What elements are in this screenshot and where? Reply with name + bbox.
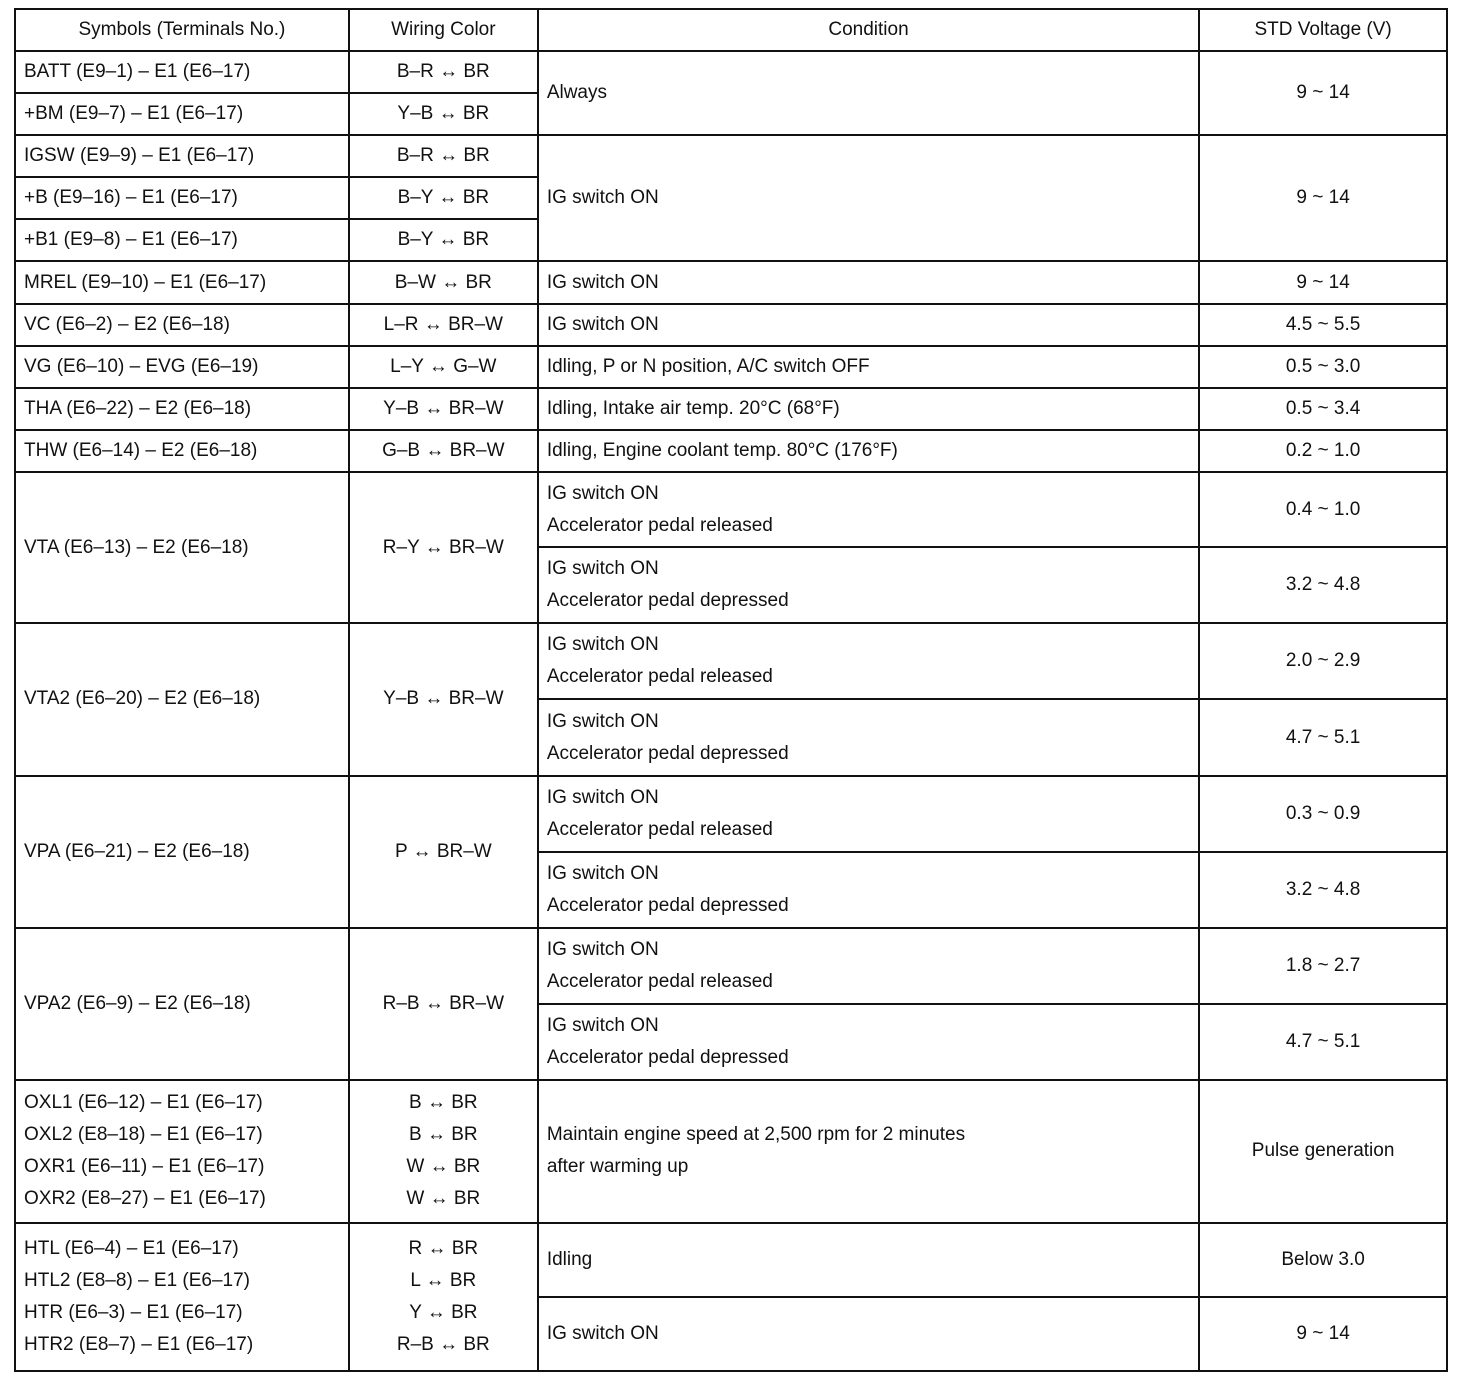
- wiring-cell: B–W ↔ BR: [349, 261, 538, 303]
- condition-cell: [538, 623, 1199, 699]
- wiring-cell: G–B ↔ BR–W: [349, 430, 538, 472]
- symbol-cell: BATT (E9–1) – E1 (E6–17): [15, 51, 349, 93]
- condition-line: Accelerator pedal released: [546, 514, 773, 536]
- symbol-line: HTR2 (E8–7) – E1 (E6–17): [24, 1333, 254, 1355]
- voltage-cell: 0.3 ~ 0.9: [1199, 776, 1447, 852]
- voltage-cell: Pulse generation: [1199, 1080, 1447, 1222]
- symbol-line: HTR (E6–3) – E1 (E6–17): [24, 1301, 243, 1323]
- symbol-cell: THW (E6–14) – E2 (E6–18): [15, 430, 349, 472]
- table-row: [15, 472, 1447, 547]
- terminal-voltage-table: [14, 8, 1448, 1372]
- wiring-cell: Y–B ↔ BR–W: [349, 388, 538, 430]
- wiring-cell: L–R ↔ BR–W: [349, 304, 538, 346]
- symbol-cell: THA (E6–22) – E2 (E6–18): [15, 388, 349, 430]
- voltage-cell: 3.2 ~ 4.8: [1199, 852, 1447, 928]
- wiring-cell: [349, 1223, 538, 1371]
- wiring-cell: [349, 1080, 538, 1222]
- symbol-line: OXR1 (E6–11) – E1 (E6–17): [24, 1156, 265, 1178]
- symbol-cell: +BM (E9–7) – E1 (E6–17): [15, 93, 349, 135]
- condition-line: IG switch ON: [546, 634, 659, 656]
- condition-cell: Idling, Engine coolant temp. 80°C (176°F): [538, 430, 1199, 472]
- table-row: [15, 928, 1447, 1004]
- voltage-cell: 0.5 ~ 3.0: [1199, 346, 1447, 388]
- table-row: [15, 388, 1447, 430]
- condition-cell: [538, 776, 1199, 852]
- voltage-cell: 4.7 ~ 5.1: [1199, 699, 1447, 775]
- symbol-line: OXL1 (E6–12) – E1 (E6–17): [24, 1092, 263, 1114]
- condition-line: Accelerator pedal released: [546, 971, 773, 993]
- table-row: [15, 430, 1447, 472]
- voltage-cell: Below 3.0: [1199, 1223, 1447, 1297]
- voltage-cell: 4.5 ~ 5.5: [1199, 304, 1447, 346]
- condition-cell: [538, 547, 1199, 623]
- condition-cell: IG switch ON: [538, 304, 1199, 346]
- symbol-cell: IGSW (E9–9) – E1 (E6–17): [15, 135, 349, 177]
- wiring-line: W ↔ BR: [406, 1188, 481, 1210]
- condition-line: Maintain engine speed at 2,500 rpm for 2 minutes: [546, 1124, 966, 1146]
- table-row: [15, 261, 1447, 303]
- voltage-cell: 0.2 ~ 1.0: [1199, 430, 1447, 472]
- condition-line: Accelerator pedal depressed: [546, 1047, 789, 1069]
- symbol-cell: +B1 (E9–8) – E1 (E6–17): [15, 219, 349, 261]
- condition-cell: IG switch ON: [538, 1297, 1199, 1371]
- voltage-cell: 9 ~ 14: [1199, 261, 1447, 303]
- condition-line: IG switch ON: [546, 482, 659, 504]
- wiring-cell: P ↔ BR–W: [349, 776, 538, 928]
- condition-cell: [538, 1080, 1199, 1222]
- condition-line: Accelerator pedal released: [546, 666, 773, 688]
- wiring-cell: B–Y ↔ BR: [349, 177, 538, 219]
- symbol-cell: MREL (E9–10) – E1 (E6–17): [15, 261, 349, 303]
- table-row: [15, 1223, 1447, 1297]
- wiring-cell: Y–B ↔ BR: [349, 93, 538, 135]
- voltage-cell: 9 ~ 14: [1199, 51, 1447, 135]
- symbol-line: OXR2 (E8–27) – E1 (E6–17): [24, 1188, 266, 1210]
- table-row: [15, 1080, 1447, 1222]
- wiring-cell: Y–B ↔ BR–W: [349, 623, 538, 775]
- condition-cell: Idling: [538, 1223, 1199, 1297]
- wiring-line: R ↔ BR: [408, 1237, 479, 1259]
- wiring-cell: B–Y ↔ BR: [349, 219, 538, 261]
- symbol-cell: VG (E6–10) – EVG (E6–19): [15, 346, 349, 388]
- condition-line: IG switch ON: [546, 786, 659, 808]
- symbol-line: OXL2 (E8–18) – E1 (E6–17): [24, 1124, 263, 1146]
- condition-line: Accelerator pedal depressed: [546, 742, 789, 764]
- condition-line: Accelerator pedal depressed: [546, 894, 789, 916]
- symbol-cell: VC (E6–2) – E2 (E6–18): [15, 304, 349, 346]
- table-row: [15, 51, 1447, 93]
- symbol-cell: [15, 1223, 349, 1371]
- table-row: [15, 346, 1447, 388]
- wiring-line: L ↔ BR: [410, 1269, 477, 1291]
- voltage-cell: 0.5 ~ 3.4: [1199, 388, 1447, 430]
- wiring-line: R–B ↔ BR: [396, 1333, 490, 1355]
- condition-cell: [538, 472, 1199, 547]
- table-row: [15, 135, 1447, 177]
- header-condition: Condition: [538, 9, 1199, 51]
- condition-line: IG switch ON: [546, 1015, 659, 1037]
- symbol-line: HTL2 (E8–8) – E1 (E6–17): [24, 1269, 251, 1291]
- header-symbols: Symbols (Terminals No.): [15, 9, 349, 51]
- symbol-cell: VPA2 (E6–9) – E2 (E6–18): [15, 928, 349, 1080]
- condition-cell: [538, 852, 1199, 928]
- condition-cell: [538, 1004, 1199, 1080]
- table-row: [15, 776, 1447, 852]
- condition-cell: [538, 699, 1199, 775]
- condition-line: Accelerator pedal depressed: [546, 590, 789, 612]
- wiring-cell: R–Y ↔ BR–W: [349, 472, 538, 623]
- wiring-line: B ↔ BR: [409, 1124, 478, 1146]
- voltage-cell: 1.8 ~ 2.7: [1199, 928, 1447, 1004]
- voltage-cell: 2.0 ~ 2.9: [1199, 623, 1447, 699]
- condition-line: Accelerator pedal released: [546, 818, 773, 840]
- voltage-cell: 4.7 ~ 5.1: [1199, 1004, 1447, 1080]
- symbol-cell: [15, 1080, 349, 1222]
- condition-line: after warming up: [546, 1156, 689, 1178]
- symbol-cell: VTA (E6–13) – E2 (E6–18): [15, 472, 349, 623]
- header-wiring-color: Wiring Color: [349, 9, 538, 51]
- condition-cell: Idling, Intake air temp. 20°C (68°F): [538, 388, 1199, 430]
- condition-line: IG switch ON: [546, 939, 659, 961]
- condition-line: IG switch ON: [546, 710, 659, 732]
- wiring-cell: B–R ↔ BR: [349, 51, 538, 93]
- voltage-cell: 3.2 ~ 4.8: [1199, 547, 1447, 623]
- wiring-line: Y ↔ BR: [409, 1301, 478, 1323]
- voltage-cell: 0.4 ~ 1.0: [1199, 472, 1447, 547]
- wiring-cell: L–Y ↔ G–W: [349, 346, 538, 388]
- header-row: [15, 9, 1447, 51]
- condition-cell: [538, 928, 1199, 1004]
- table-row: [15, 304, 1447, 346]
- symbol-cell: VTA2 (E6–20) – E2 (E6–18): [15, 623, 349, 775]
- wiring-cell: R–B ↔ BR–W: [349, 928, 538, 1080]
- condition-line: IG switch ON: [546, 862, 659, 884]
- wiring-line: B ↔ BR: [409, 1092, 478, 1114]
- condition-cell: IG switch ON: [538, 261, 1199, 303]
- condition-cell: Idling, P or N position, A/C switch OFF: [538, 346, 1199, 388]
- wiring-line: W ↔ BR: [406, 1156, 481, 1178]
- header-std-voltage: STD Voltage (V): [1199, 9, 1447, 51]
- wiring-cell: B–R ↔ BR: [349, 135, 538, 177]
- symbol-cell: VPA (E6–21) – E2 (E6–18): [15, 776, 349, 928]
- symbol-line: HTL (E6–4) – E1 (E6–17): [24, 1237, 239, 1259]
- voltage-cell: 9 ~ 14: [1199, 135, 1447, 261]
- table-row: [15, 623, 1447, 699]
- condition-cell: Always: [538, 51, 1199, 135]
- condition-cell: IG switch ON: [538, 135, 1199, 261]
- symbol-cell: +B (E9–16) – E1 (E6–17): [15, 177, 349, 219]
- voltage-cell: 9 ~ 14: [1199, 1297, 1447, 1371]
- condition-line: IG switch ON: [546, 558, 659, 580]
